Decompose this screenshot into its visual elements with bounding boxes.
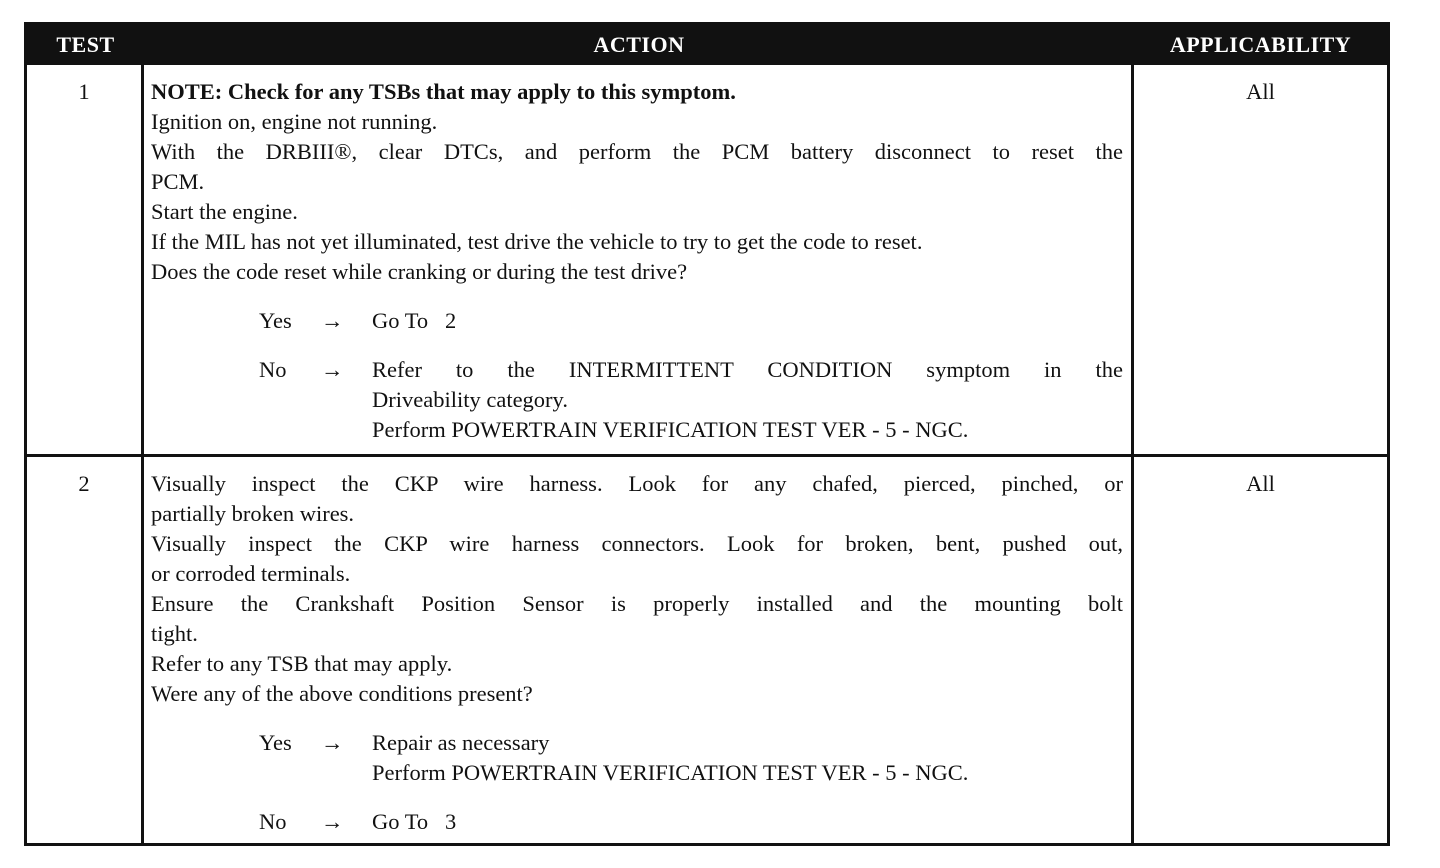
action-line: Visually inspect the CKP wire harness. Look for any chafed, pierced, pinched, or [151,471,1123,496]
action-line: Ensure the Crankshaft Position Sensor is properly installed and the mounting bolt [151,591,1123,616]
action-line: Ignition on, engine not running. [151,109,438,134]
action-line: partially broken wires. [151,501,355,526]
diagnostic-table [24,22,1390,846]
branch-body [372,355,1123,445]
branch-line: Perform POWERTRAIN VERIFICATION TEST VER - 5 - NGC. [372,760,969,785]
branch-no [259,807,1123,837]
branch-label: Yes [259,308,292,333]
branch-body [372,807,1123,837]
action-line: Visually inspect the CKP wire harness connectors. Look for broken, bent, pushed out, [151,531,1123,556]
branch-body [372,306,1123,336]
branch-yes [259,306,1123,336]
branch-line: Perform POWERTRAIN VERIFICATION TEST VER - 5 - NGC. [372,417,969,442]
action-line: tight. [151,621,198,646]
arrow-icon: → [321,308,344,333]
branch-line: Go To 3 [372,809,457,834]
header-test: TEST [27,25,144,65]
branch-line: Repair as necessary [372,730,550,755]
branch-label: Yes [259,730,292,755]
test-action-2 [144,457,1134,843]
branch-yes [259,728,1123,788]
action-line: Were any of the above conditions present? [151,681,533,706]
action-line: Does the code reset while cranking or during the test drive? [151,259,688,284]
branch-body [372,728,1123,788]
arrow-icon: → [321,809,344,834]
branch-label: No [259,357,287,382]
branch-line: Driveability category. [372,387,568,412]
test-number-1: 1 [27,65,144,457]
action-line: With the DRBIII®, clear DTCs, and perform the PCM battery disconnect to reset the [151,139,1123,164]
test-note: NOTE: Check for any TSBs that may apply to this symptom. [151,79,736,104]
action-line: Refer to any TSB that may apply. [151,651,453,676]
action-line: PCM. [151,169,205,194]
branch-line: Refer to the INTERMITTENT CONDITION symptom in the [372,357,1123,382]
test-action-1 [144,65,1134,457]
header-applicability: APPLICABILITY [1134,25,1387,65]
action-line: Start the engine. [151,199,298,224]
arrow-icon: → [321,357,344,382]
branch-line: Go To 2 [372,308,457,333]
action-line: If the MIL has not yet illuminated, test drive the vehicle to try to get the code to reset. [151,229,923,254]
test-applicability-2: All [1246,471,1275,496]
action-line: or corroded terminals. [151,561,351,586]
header-action: ACTION [144,25,1134,65]
branch-label: No [259,809,287,834]
test-applicability-1: All [1134,65,1387,457]
test-number-2: 2 [27,457,144,843]
branch-no [259,355,1123,445]
arrow-icon: → [321,730,344,755]
